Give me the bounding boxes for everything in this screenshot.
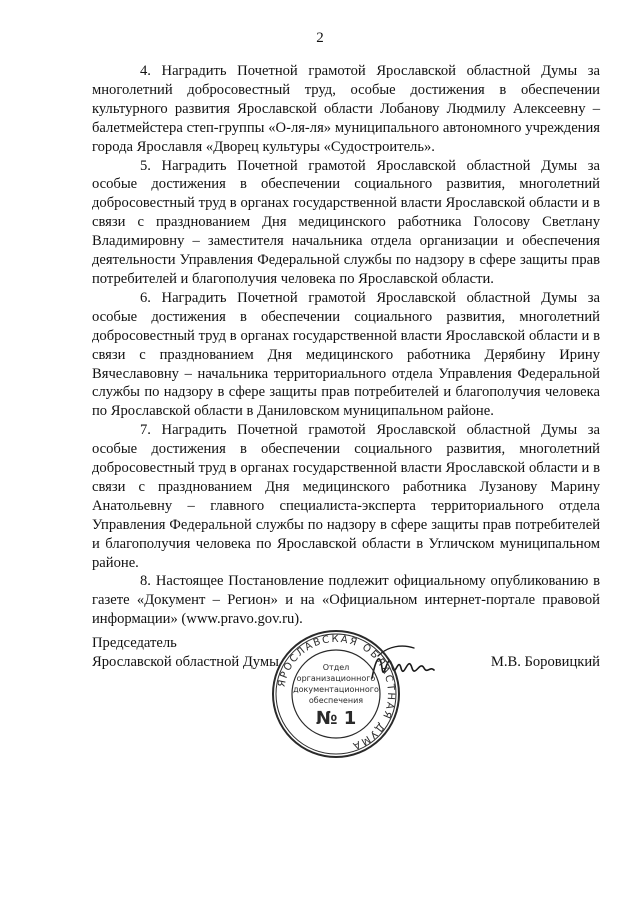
paragraph-6: 6. Наградить Почетной грамотой Ярославской областной Думы за особые достижения в обеспечении социального развития, многолетний добросовестный труд в органах государственной власти Ярославской области и в связи с празднованием Дня медицинского работника Дерябину Ирину Вячеславовну – начальника территориального отдела Управления Федеральной службы по надзору в сфере защиты прав потребителей и благополучия человека по Ярославской области в Даниловском муниципальном районе.	[92, 289, 600, 420]
svg-text:ЯРОСЛАВСКАЯ ОБЛАСТНАЯ ДУМА: ЯРОСЛАВСКАЯ ОБЛАСТНАЯ ДУМА	[276, 633, 397, 752]
svg-text:документационного: документационного	[293, 685, 379, 694]
page-number: 2	[316, 30, 324, 46]
paragraph-8: 8. Настоящее Постановление подлежит официальному опубликованию в газете «Документ – Регион» и на «Официальном интернет-портале правовой информации» (www.pravo.gov.ru).	[92, 573, 600, 628]
paragraph-5: 5. Наградить Почетной грамотой Ярославской областной Думы за особые достижения в обеспечении социального развития, многолетний добросовестный труд в органах государственной власти Ярославской области и в связи с празднованием Дня медицинского работника Голосову Светлану Владимировну – заместителя начальника отдела организации и обеспечения деятельности Управления Федеральной службы по надзору в сфере защиты прав потребителей и благополучия человека по Ярославской области.	[92, 157, 600, 287]
signer-name: М.В. Боровицкий	[490, 654, 600, 670]
official-stamp	[270, 628, 402, 760]
signer-title-line-2: Ярославской областной Думы	[92, 653, 279, 670]
svg-text:Отдел: Отдел	[322, 663, 350, 672]
document-body	[92, 62, 600, 629]
paragraph-7: 7. Наградить Почетной грамотой Ярославской областной Думы за особые достижения в обеспечении социального развития, многолетний добросовестный труд в органах государственной власти Ярославской области и в связи с празднованием Дня медицинского работника Лузанову Марину Анатольевну – главного специалиста-эксперта территориального отдела Управления Федеральной службы по надзору в сфере защиты прав потребителей и благополучия человека по Ярославской области в Угличском муниципальном районе.	[92, 422, 600, 571]
signer-title	[92, 634, 279, 672]
signer-title-line-1: Председатель	[92, 635, 177, 651]
svg-text:организационного: организационного	[296, 674, 376, 683]
paragraph-4: 4. Наградить Почетной грамотой Ярославской областной Думы за многолетний добросовестный труд, особые достижения в обеспечении культурного развития Ярославской области Лобанову Людмилу Алексеевну – балетмейстера степ-группы «О-ля-ля» муниципального автономного учреждения города Ярославля «Дворец культуры «Судостроитель».	[92, 63, 600, 155]
svg-text:№ 1: № 1	[315, 708, 357, 729]
svg-text:обеспечения: обеспечения	[308, 696, 364, 705]
